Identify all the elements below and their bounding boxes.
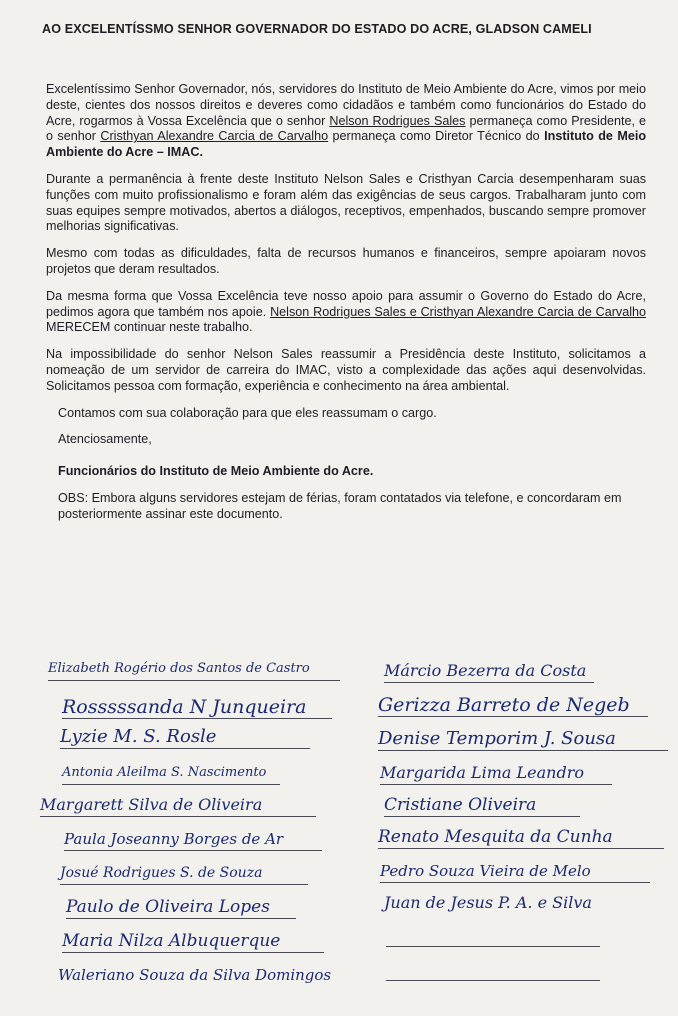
- signature-right-6: Renato Mesquita da Cunha: [378, 826, 664, 849]
- signature-right-7: Pedro Souza Vieira de Melo: [380, 860, 650, 883]
- signature-left-8: Paulo de Oliveira Lopes: [66, 896, 296, 919]
- signature-right-5: Cristiane Oliveira: [384, 794, 580, 817]
- paragraph-alternative: Na impossibilidade do senhor Nelson Sales reassumir a Presidência deste Instituto, solicitamos a nomeação de um servidor de carreira do IMAC, visto a complexidade das ações aqui desenvolvidas. Solicitamos pessoa com formação, experiência e conhecimento na área ambiental.: [46, 347, 646, 393]
- paragraph-difficulties: Mesmo com todas as dificuldades, falta de recursos humanos e financeiros, sempre apoiaram novos projetos que deram resultados.: [46, 246, 646, 276]
- institute-name: Instituto de Meio Ambiente do Acre – IMAC.: [46, 129, 647, 160]
- signature-left-4: Antonia Aleilma S. Nascimento: [62, 762, 280, 785]
- signature-right-2: Gerizza Barreto de Negeb: [378, 694, 648, 717]
- signature-left-6: Paula Joseanny Borges de Ar: [64, 828, 322, 851]
- name-cristhyan: Cristhyan Alexandre Carcia de Carvalho: [100, 129, 329, 144]
- obs-note: OBS: Embora alguns servidores estejam de férias, foram contatados via telefone, e concordaram em posteriormente assinar este documento.: [58, 490, 622, 521]
- p1-text-b: permaneça como Presidente, e o senhor: [46, 113, 646, 144]
- signature-right-3: Denise Temporim J. Sousa: [378, 728, 668, 751]
- signatory: Funcionários do Instituto de Meio Ambiente do Acre.: [58, 464, 374, 479]
- signature-left-10: Waleriano Souza da Silva Domingos: [58, 966, 332, 984]
- p4-text-b: MERECEM continuar neste trabalho.: [46, 320, 253, 335]
- signature-left-3: Lyzie M. S. Rosle: [60, 726, 310, 749]
- closing: Atenciosamente,: [58, 432, 152, 447]
- signature-left-2: Rosssssanda N Junqueira: [62, 696, 332, 719]
- paragraph-collaboration: Contamos com sua colaboração para que eles reassumam o cargo.: [58, 405, 437, 420]
- p4-text-a: Da mesma forma que Vossa Excelência teve nosso apoio para assumir o Governo do Estado do Acre, pedimos agora que também nos apoie.: [46, 288, 646, 319]
- signature-right-4: Margarida Lima Leandro: [380, 762, 612, 785]
- blank-signature-line-1: [386, 946, 600, 947]
- document-title: AO EXCELENTÍSSMO SENHOR GOVERNADOR DO ESTADO DO ACRE, GLADSON CAMELI: [42, 22, 592, 36]
- paragraph-performance: Durante a permanência à frente deste Instituto Nelson Sales e Cristhyan Carcia desempenharam suas funções com muito profissionalismo e foram além das exigências de seus cargos. Trabalharam junto com suas equipes sempre motivados, abertos a diálogos, receptivos, empenhados, buscando sempre promover melhorias significativas.: [46, 171, 646, 234]
- signature-right-8: Juan de Jesus P. A. e Silva: [384, 893, 592, 912]
- signature-left-5: Margarett Silva de Oliveira: [40, 794, 316, 817]
- signature-left-1: Elizabeth Rogério dos Santos de Castro: [48, 658, 340, 681]
- p1-text-c: permaneça como Diretor Técnico do: [328, 129, 545, 144]
- name-nelson: Nelson Rodrigues Sales: [329, 113, 466, 128]
- blank-signature-line-2: [386, 980, 600, 981]
- signature-left-9: Maria Nilza Albuquerque: [62, 930, 324, 953]
- signature-right-1: Márcio Bezerra da Costa: [384, 660, 594, 683]
- p1-text-a: Excelentíssimo Senhor Governador, nós, servidores do Instituto de Meio Ambiente do Acre, vimos por meio deste, cientes dos nossos direitos e deveres como cidadãos e também como funcionários do Estado do Acre, rogarmos à Vossa Excelência que o senhor: [46, 82, 646, 128]
- names-deserve: Nelson Rodrigues Sales e Cristhyan Alexandre Carcia de Carvalho: [270, 304, 647, 319]
- signature-left-7: Josué Rodrigues S. de Souza: [60, 862, 308, 885]
